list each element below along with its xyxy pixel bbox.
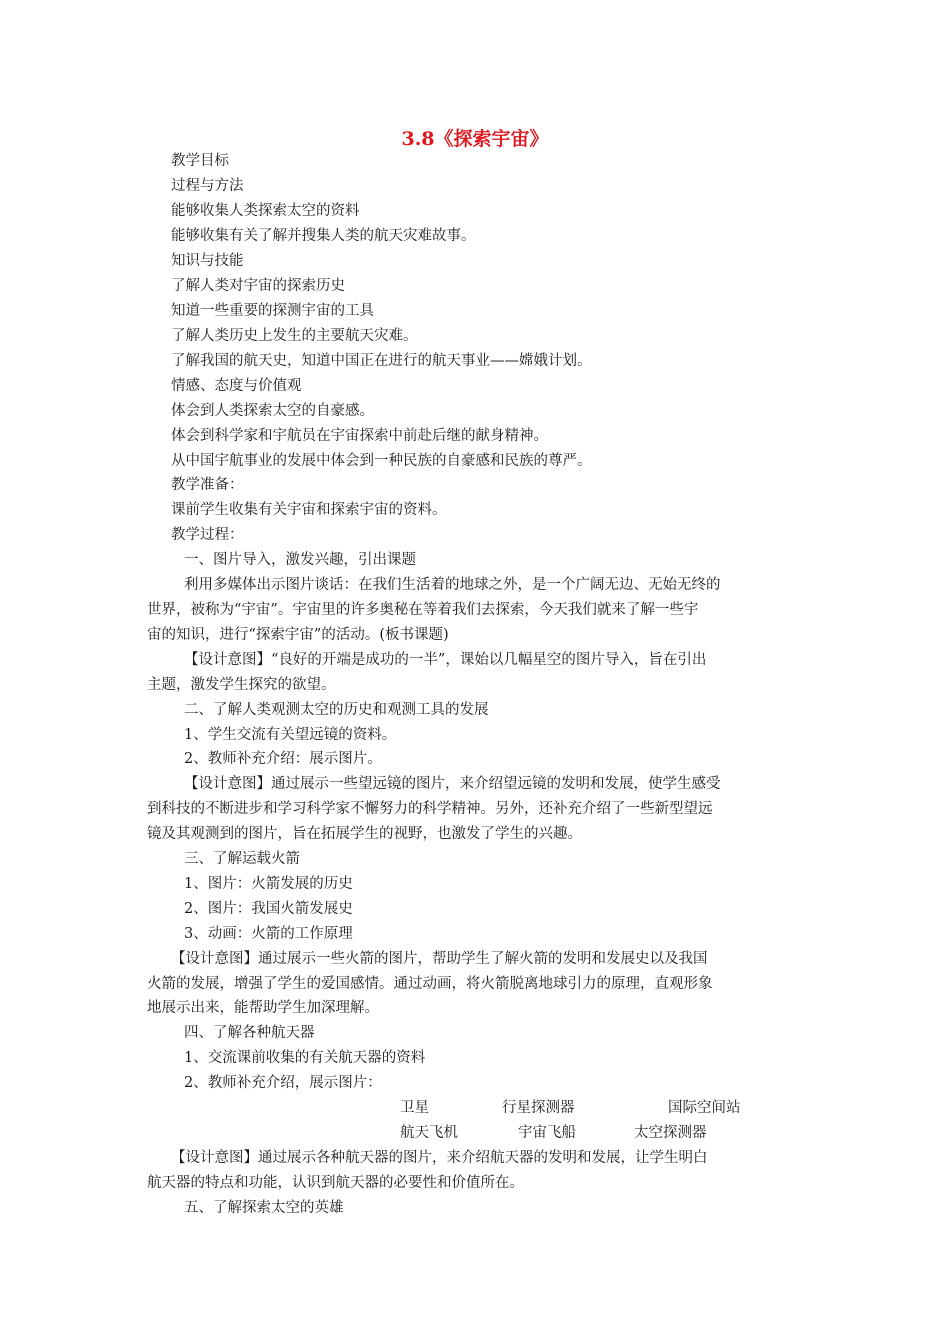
text-line: 1、图片：火箭发展的历史 [184, 876, 353, 892]
text-line: 2、教师补充介绍：展示图片。 [184, 751, 382, 767]
text-line: 四、了解各种航天器 [184, 1025, 315, 1041]
text-line: 【设计意图】通过展示一些望远镜的图片，来介绍望远镜的发明和发展，使学生感受 [184, 776, 721, 792]
text-line: 1、交流课前收集的有关航天器的资料 [184, 1050, 426, 1066]
text-line: 【设计意图】“良好的开端是成功的一半”，课始以几幅星空的图片导入，旨在引出 [184, 652, 707, 668]
text-line: 教学过程： [171, 527, 244, 543]
text-line: 【设计意图】通过展示各种航天器的图片，来介绍航天器的发明和发展，让学生明白 [171, 1150, 708, 1166]
text-line: 过程与方法 [171, 178, 244, 194]
text-line: 主题，激发学生探究的欲望。 [147, 677, 336, 693]
text-line: 从中国宇航事业的发展中体会到一种民族的自豪感和民族的尊严。 [171, 453, 592, 469]
spacecraft-label: 卫星 [400, 1100, 429, 1116]
text-line: 知识与技能 [171, 253, 244, 269]
text-line: 教学目标 [171, 153, 229, 169]
text-line: 体会到人类探索太空的自豪感。 [171, 403, 374, 419]
text-line: 能够收集有关了解并搜集人类的航天灾难故事。 [171, 228, 476, 244]
text-line: 三、了解运载火箭 [184, 851, 300, 867]
text-line: 2、图片：我国火箭发展史 [184, 901, 353, 917]
text-line: 了解人类对宇宙的探索历史 [171, 278, 345, 294]
text-line: 教学准备： [171, 477, 244, 493]
text-line: 了解人类历史上发生的主要航天灾难。 [171, 328, 418, 344]
text-line: 一、图片导入，激发兴趣，引出课题 [184, 552, 416, 568]
text-line: 到科技的不断进步和学习科学家不懈努力的科学精神。另外，还补充介绍了一些新型望远 [147, 801, 713, 817]
text-line: 2、教师补充介绍，展示图片： [184, 1075, 382, 1091]
spacecraft-label: 国际空间站 [668, 1100, 741, 1116]
spacecraft-label: 宇宙飞船 [518, 1125, 576, 1141]
spacecraft-label: 航天飞机 [400, 1125, 458, 1141]
text-line: 了解我国的航天史，知道中国正在进行的航天事业——嫦娥计划。 [171, 353, 592, 369]
text-line: 课前学生收集有关宇宙和探索宇宙的资料。 [171, 502, 447, 518]
text-line: 体会到科学家和宇航员在宇宙探索中前赴后继的献身精神。 [171, 428, 548, 444]
text-line: 知道一些重要的探测宇宙的工具 [171, 303, 374, 319]
text-line: 利用多媒体出示图片谈话：在我们生活着的地球之外，是一个广阔无边、无始无终的 [184, 577, 721, 593]
spacecraft-label: 太空探测器 [634, 1125, 707, 1141]
text-line: 五、了解探索太空的英雄 [184, 1200, 344, 1216]
text-line: 3、动画：火箭的工作原理 [184, 926, 353, 942]
text-line: 【设计意图】通过展示一些火箭的图片，帮助学生了解火箭的发明和发展史以及我国 [171, 951, 708, 967]
text-line: 火箭的发展，增强了学生的爱国感情。通过动画，将火箭脱离地球引力的原理，直观形象 [147, 976, 713, 992]
text-line: 二、了解人类观测太空的历史和观测工具的发展 [184, 702, 489, 718]
spacecraft-label: 行星探测器 [502, 1100, 575, 1116]
text-line: 能够收集人类探索太空的资料 [171, 203, 360, 219]
text-line: 情感、态度与价值观 [171, 378, 302, 394]
text-line: 航天器的特点和功能，认识到航天器的必要性和价值所在。 [147, 1175, 524, 1191]
text-line: 宙的知识，进行“探索宇宙”的活动。(板书课题) [147, 627, 449, 643]
text-line: 镜及其观测到的图片，旨在拓展学生的视野，也激发了学生的兴趣。 [147, 826, 582, 842]
text-line: 地展示出来，能帮助学生加深理解。 [147, 1000, 379, 1016]
text-line: 世界，被称为“宇宙”。宇宙里的许多奥秘在等着我们去探索，今天我们就来了解一些宇 [147, 602, 699, 618]
document-title: 3.8《探索宇宙》 [401, 128, 549, 150]
text-line: 1、学生交流有关望远镜的资料。 [184, 727, 397, 743]
